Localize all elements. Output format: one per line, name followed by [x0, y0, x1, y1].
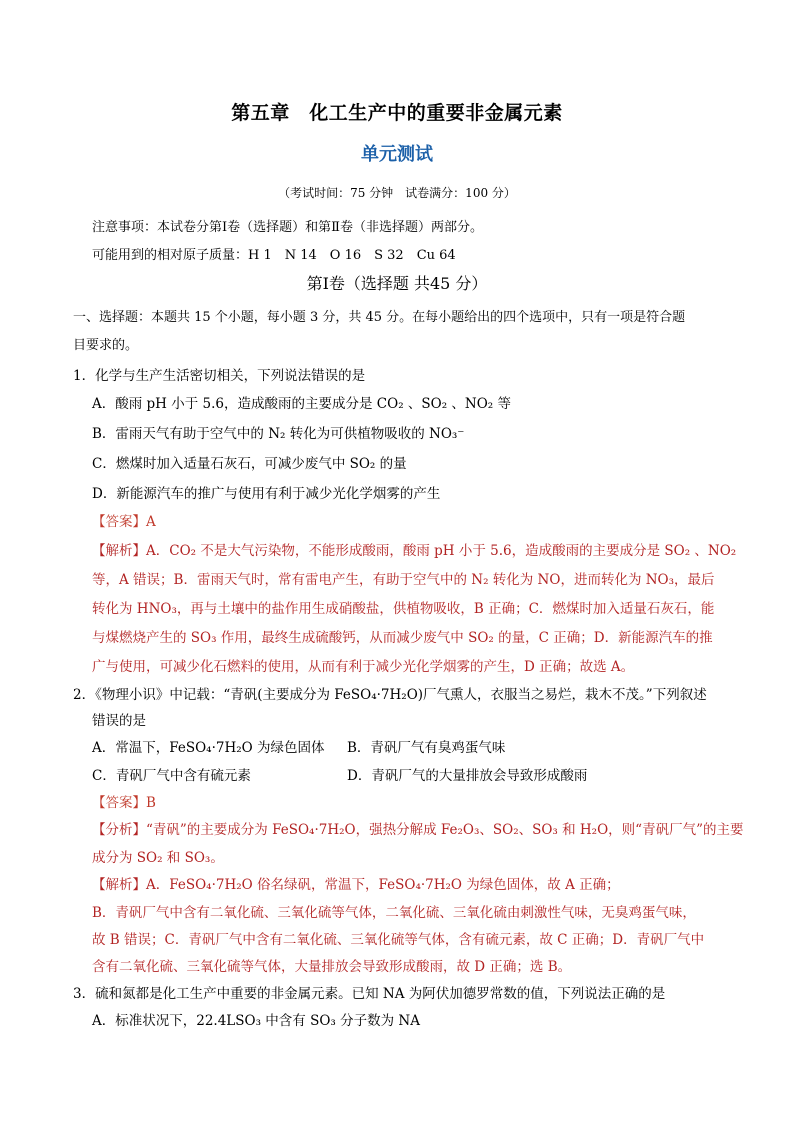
q3-stem: 3．硫和氮都是化工生产中重要的非金属元素。已知 NA 为阿伏加德罗常数的值，下列说法正确的是: [73, 986, 666, 1002]
notice-line-2: 可能用到的相对原子质量：H 1 N 14 O 16 S 32 Cu 64: [92, 248, 456, 263]
q2-option-c: C．青矾厂气中含有硫元素: [92, 768, 251, 784]
q2-analysis-line-3: 故 B 错误；C．青矾厂气中含有二氧化硫、三氧化硫等气体，含有硫元素，故 C 正确；D．青矾厂气中: [92, 932, 705, 948]
q1-analysis-line-5: 广与使用，可减少化石燃料的使用，从而有利于减少光化学烟雾的产生，D 正确；故选 A。: [92, 659, 635, 675]
q1-option-c: C．燃煤时加入适量石灰石，可减少废气中 SO₂ 的量: [92, 456, 407, 472]
q1-option-a: A．酸雨 pH 小于 5.6，造成酸雨的主要成分是 CO₂ 、SO₂ 、NO₂ 等: [92, 396, 512, 412]
part-intro-line-2: 目要求的。: [73, 338, 139, 353]
exam-info: （考试时间：75 分钟 试卷满分：100 分）: [278, 186, 516, 200]
notice-line-1: 注意事项：本试卷分第Ⅰ卷（选择题）和第Ⅱ卷（非选择题）两部分。: [92, 220, 483, 235]
q1-analysis-line-4: 与煤燃烧产生的 SO₃ 作用，最终生成硫酸钙，从而减少废气中 SO₂ 的量，C 正确；D．新能源汽车的推: [92, 630, 713, 646]
q1-option-b: B．雷雨天气有助于空气中的 N₂ 转化为可供植物吸收的 NO₃⁻: [92, 426, 465, 442]
part-intro-line-1: 一、选择题：本题共 15 个小题，每小题 3 分，共 45 分。在每小题给出的四个选项中，只有一项是符合题: [73, 310, 686, 325]
q2-analysis-line-1: 【解析】A．FeSO₄·7H₂O 俗名绿矾，常温下，FeSO₄·7H₂O 为绿色固体，故 A 正确；: [92, 877, 620, 893]
q2-option-d: D．青矾厂气的大量排放会导致形成酸雨: [347, 768, 588, 784]
q1-analysis-line-3: 转化为 HNO₃，再与土壤中的盐作用生成硝酸盐，供植物吸收，B 正确；C．燃煤时加入适量石灰石，能: [92, 601, 715, 617]
q1-analysis-line-1: 【解析】A．CO₂ 不是大气污染物，不能形成酸雨，酸雨 pH 小于 5.6，造成酸雨的主要成分是 SO₂ 、NO₂: [92, 543, 737, 559]
q1-stem: 1．化学与生产生活密切相关，下列说法错误的是: [73, 368, 366, 384]
q1-analysis-line-2: 等，A 错误；B．雷雨天气时，常有雷电产生，有助于空气中的 N₂ 转化为 NO，进而转化为 NO₃，最后: [92, 572, 715, 588]
q3-option-a: A．标准状况下，22.4LSO₃ 中含有 SO₃ 分子数为 NA: [92, 1013, 420, 1029]
q2-answer: 【答案】B: [92, 795, 156, 811]
q1-answer: 【答案】A: [92, 514, 156, 530]
q2-option-b: B．青矾厂气有臭鸡蛋气味: [347, 740, 506, 756]
q2-stem-line-1: 2．《物理小识》中记载：“青矾(主要成分为 FeSO₄·7H₂O)厂气熏人，衣服当之易烂，栽木不茂。”下列叙述: [73, 687, 707, 703]
q2-stem-line-2: 错误的是: [92, 713, 146, 729]
q2-analysis-line-2: B．青矾厂气中含有二氧化硫、三氧化硫等气体，二氧化硫、三氧化硫由刺激性气味，无臭鸡蛋气味，: [92, 905, 696, 921]
q2-fenxi-line-1: 【分析】“青矾”的主要成分为 FeSO₄·7H₂O，强热分解成 Fe₂O₃、SO₂、SO₃ 和 H₂O，则“青矾厂气”的主要: [92, 822, 744, 838]
section-heading: 第Ⅰ卷（选择题 共45 分）: [306, 274, 488, 293]
q1-option-d: D．新能源汽车的推广与使用有利于减少光化学烟雾的产生: [92, 486, 441, 502]
q2-fenxi-line-2: 成分为 SO₂ 和 SO₃。: [92, 850, 224, 866]
q2-analysis-line-4: 含有二氧化硫、三氧化硫等气体，大量排放会导致形成酸雨，故 D 正确；选 B。: [92, 959, 572, 975]
q2-option-a: A．常温下，FeSO₄·7H₂O 为绿色固体: [92, 740, 325, 756]
document-subtitle: 单元测试: [361, 144, 433, 165]
document-title: 第五章 化工生产中的重要非金属元素: [231, 102, 563, 124]
